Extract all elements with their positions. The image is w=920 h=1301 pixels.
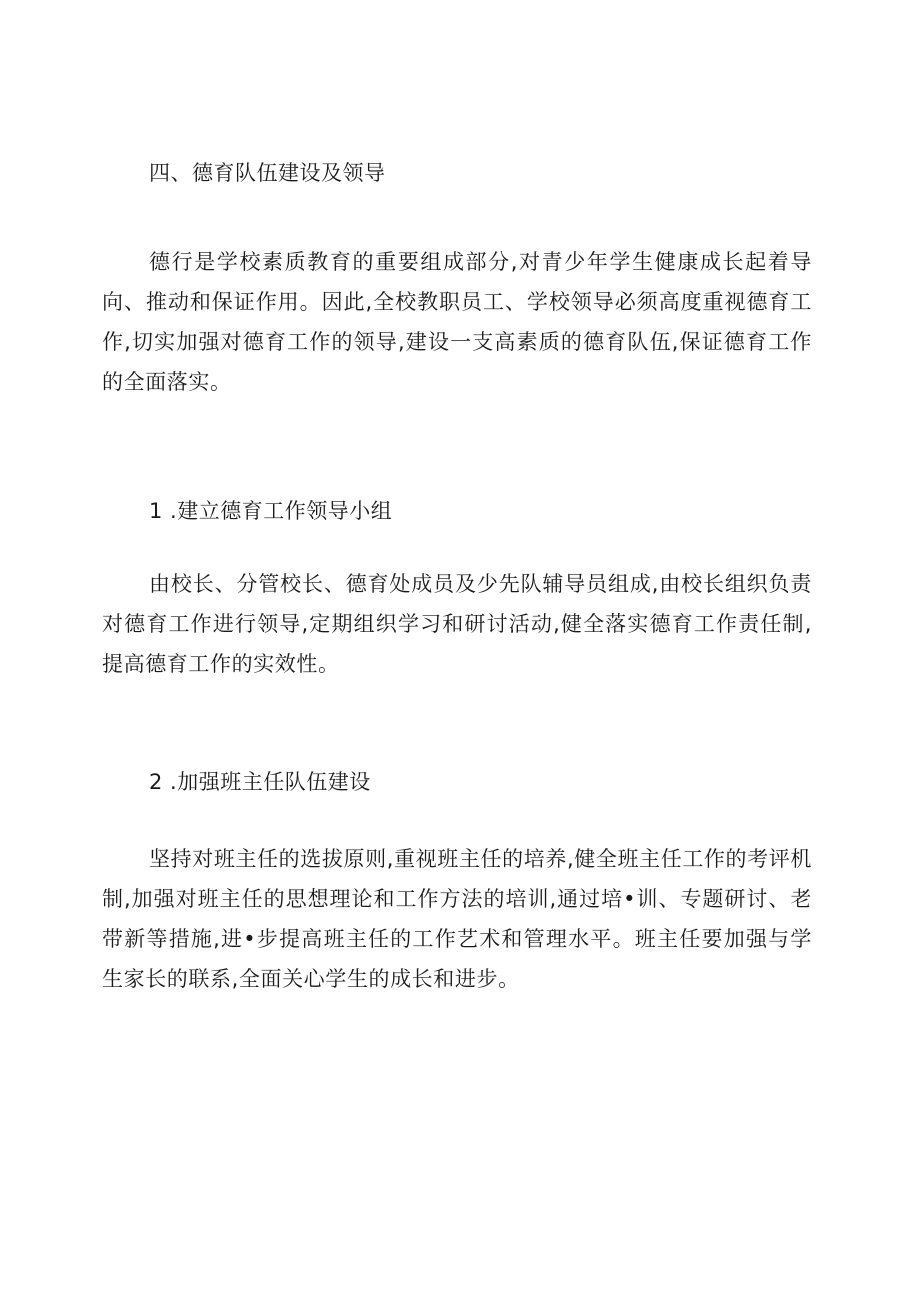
intro-paragraph: 德行是学校素质教育的重要组成部分,对青少年学生健康成长起着导向、推动和保证作用。因此,全校教职员工、学校领导必须高度重视德育工作,切实加强对德育工作的领导,建设一支高素质的德育队伍,保证德育工作的全面落实。 (102, 250, 812, 394)
subsection-heading-2: 2 .加强班主任队伍建设 (149, 770, 371, 794)
subsection-heading-1: 1 .建立德育工作领导小组 (149, 499, 393, 523)
subsection-paragraph-1: 由校长、分管校长、德育处成员及少先队辅导员组成,由校长组织负责对德育工作进行领导,定期组织学习和研讨活动,健全落实德育工作责任制,提高德育工作的实效性。 (102, 572, 812, 676)
subsection-paragraph-2: 坚持对班主任的选拔原则,重视班主任的培养,健全班主任工作的考评机制,加强对班主任的思想理论和工作方法的培训,通过培•训、专题研讨、老带新等措施,进•步提高班主任的工作艺术和管理水平。班主任要加强与学生家长的联系,全面关心学生的成长和进步。 (102, 847, 812, 991)
section-title: 四、德育队伍建设及领导 (149, 161, 386, 185)
